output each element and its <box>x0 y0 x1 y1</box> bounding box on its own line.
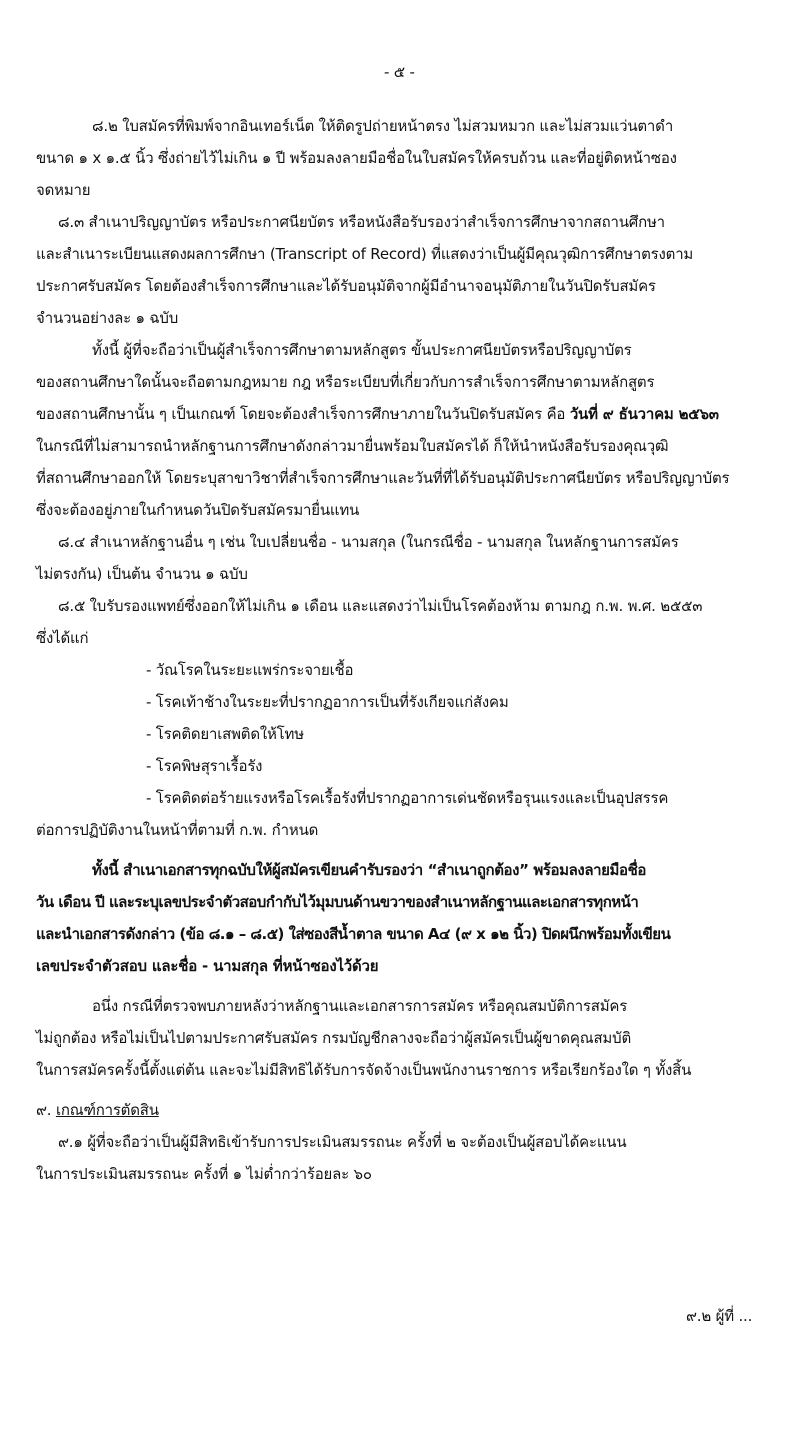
item-8-3-line-2: และสำเนาระเบียนแสดงผลการศึกษา (Transcript of Record) ที่แสดงว่าเป็นผู้มีคุณวุฒิการศึกษาตรงตาม <box>36 245 694 263</box>
item-8-5-line-1: ๘.๕ ใบรับรองแพทย์ซึ่งออกให้ไม่เกิน ๑ เดือน และแสดงว่าไม่เป็นโรคต้องห้าม ตามกฎ ก.พ. พ.ศ. ๒๕๕๓ <box>58 597 703 615</box>
graduation-note-line-1: ทั้งนี้ ผู้ที่จะถือว่าเป็นผู้สำเร็จการศึกษาตามหลักสูตร ขั้นประกาศนียบัตรหรือปริญญาบัตร <box>92 341 632 359</box>
certify-note-line-1: ทั้งนี้ สำเนาเอกสารทุกฉบับให้ผู้สมัครเขียนคำรับรองว่า “สำเนาถูกต้อง” พร้อมลงลายมือชื่อ <box>92 861 647 879</box>
disease-item: - โรคพิษสุราเรื้อรัง <box>146 757 263 775</box>
disease-item-tail: ต่อการปฏิบัติงานในหน้าที่ตามที่ ก.พ. กำหนด <box>36 821 319 839</box>
disease-item: - โรคติดยาเสพติดให้โทษ <box>146 725 304 743</box>
item-8-2-line-3: จดหมาย <box>36 181 91 199</box>
continued-marker: ๙.๒ ผู้ที่ ... <box>686 1307 753 1325</box>
item-8-3-line-1: ๘.๓ สำเนาปริญญาบัตร หรือประกาศนียบัตร หรือหนังสือรับรองว่าสำเร็จการศึกษาจากสถานศึกษา <box>58 213 665 231</box>
item-8-2-line-1: ๘.๒ ใบสมัครที่พิมพ์จากอินเทอร์เน็ต ให้ติดรูปถ่ายหน้าตรง ไม่สวมหมวก และไม่สวมแว่นตาดำ <box>92 117 674 135</box>
item-8-4-line-1: ๘.๔ สำเนาหลักฐานอื่น ๆ เช่น ใบเปลี่ยนชื่อ - นามสกุล (ในกรณีชื่อ - นามสกุล ในหลักฐานการสมัคร <box>58 533 679 551</box>
certify-note-line-4: เลขประจำตัวสอบ และชื่อ - นามสกุล ที่หน้าซองไว้ด้วย <box>36 957 379 975</box>
graduation-note-line-3 <box>36 404 719 424</box>
section-9-title: เกณฑ์การตัดสิน <box>55 1101 159 1119</box>
closing-date: วันที่ ๙ ธันวาคม ๒๕๖๓ <box>569 405 719 423</box>
section-9-number: ๙. <box>36 1101 56 1119</box>
item-8-4-line-2: ไม่ตรงกัน) เป็นต้น จำนวน ๑ ฉบับ <box>36 565 248 583</box>
graduation-note-line-5: ที่สถานศึกษาออกให้ โดยระบุสาขาวิชาที่สำเร็จการศึกษาและวันที่ที่ได้รับอนุมัติประกาศนียบัตร หรือปริญญาบัตร <box>36 469 730 487</box>
graduation-note-line-3-text: ของสถานศึกษานั้น ๆ เป็นเกณฑ์ โดยจะต้องสำเร็จการศึกษาภายในวันปิดรับสมัคร คือ <box>36 405 570 423</box>
disease-item: - โรคติดต่อร้ายแรงหรือโรคเรื้อรังที่ปรากฏอาการเด่นชัดหรือรุนแรงและเป็นอุปสรรค <box>146 789 669 807</box>
graduation-note-line-2: ของสถานศึกษาใดนั้นจะถือตามกฎหมาย กฎ หรือระเบียบที่เกี่ยวกับการสำเร็จการศึกษาตามหลักสูตร <box>36 373 655 391</box>
item-8-2-line-2: ขนาด ๑ x ๑.๕ นิ้ว ซึ่งถ่ายไว้ไม่เกิน ๑ ปี พร้อมลงลายมือชื่อในใบสมัครให้ครบถ้วน และที่อยู่ติดหน้าซอง <box>36 149 677 167</box>
disqualify-note-line-2: ไม่ถูกต้อง หรือไม่เป็นไปตามประกาศรับสมัคร กรมบัญชีกลางจะถือว่าผู้สมัครเป็นผู้ขาดคุณสมบัติ <box>36 1029 631 1047</box>
disease-item: - โรคเท้าช้างในระยะที่ปรากฏอาการเป็นที่รังเกียจแก่สังคม <box>146 693 509 711</box>
graduation-note-line-6: ซึ่งจะต้องอยู่ภายในกำหนดวันปิดรับสมัครมายื่นแทน <box>36 501 360 519</box>
certify-note-line-2: วัน เดือน ปี และระบุเลขประจำตัวสอบกำกับไว้มุมบนด้านขวาของสำเนาหลักฐานและเอกสารทุกหน้า <box>36 893 639 911</box>
item-8-5-line-2: ซึ่งได้แก่ <box>36 629 89 647</box>
disqualify-note-line-1: อนึ่ง กรณีที่ตรวจพบภายหลังว่าหลักฐานและเอกสารการสมัคร หรือคุณสมบัติการสมัคร <box>92 997 628 1015</box>
disease-item: - วัณโรคในระยะแพร่กระจายเชื้อ <box>146 661 354 679</box>
item-8-3-line-4: จำนวนอย่างละ ๑ ฉบับ <box>36 309 179 327</box>
certify-note-line-3: และนำเอกสารดังกล่าว (ข้อ ๘.๑ – ๘.๕) ใส่ซองสีน้ำตาล ขนาด A๔ (๙ x ๑๒ นิ้ว) ปิดผนึกพร้อมทั้งเขียน <box>36 925 671 943</box>
page-number: - ๕ - <box>384 63 415 81</box>
item-8-3-line-3: ประกาศรับสมัคร โดยต้องสำเร็จการศึกษาและได้รับอนุมัติจากผู้มีอำนาจอนุมัติภายในวันปิดรับสมัคร <box>36 277 656 295</box>
item-9-1-line-2: ในการประเมินสมรรถนะ ครั้งที่ ๑ ไม่ต่ำกว่าร้อยละ ๖๐ <box>36 1165 372 1183</box>
disqualify-note-line-3: ในการสมัครครั้งนี้ตั้งแต่ต้น และจะไม่มีสิทธิได้รับการจัดจ้างเป็นพนักงานราชการ หรือเรียกร้องใด ๆ ทั้งสิ้น <box>36 1061 692 1079</box>
item-9-1-line-1: ๙.๑ ผู้ที่จะถือว่าเป็นผู้มีสิทธิเข้ารับการประเมินสมรรถนะ ครั้งที่ ๒ จะต้องเป็นผู้สอบได้คะแนน <box>58 1133 627 1151</box>
section-9-heading <box>36 1100 159 1120</box>
graduation-note-line-4: ในกรณีที่ไม่สามารถนำหลักฐานการศึกษาดังกล่าวมายื่นพร้อมใบสมัครได้ ก็ให้นำหนังสือรับรองคุณวุฒิ <box>36 437 669 455</box>
